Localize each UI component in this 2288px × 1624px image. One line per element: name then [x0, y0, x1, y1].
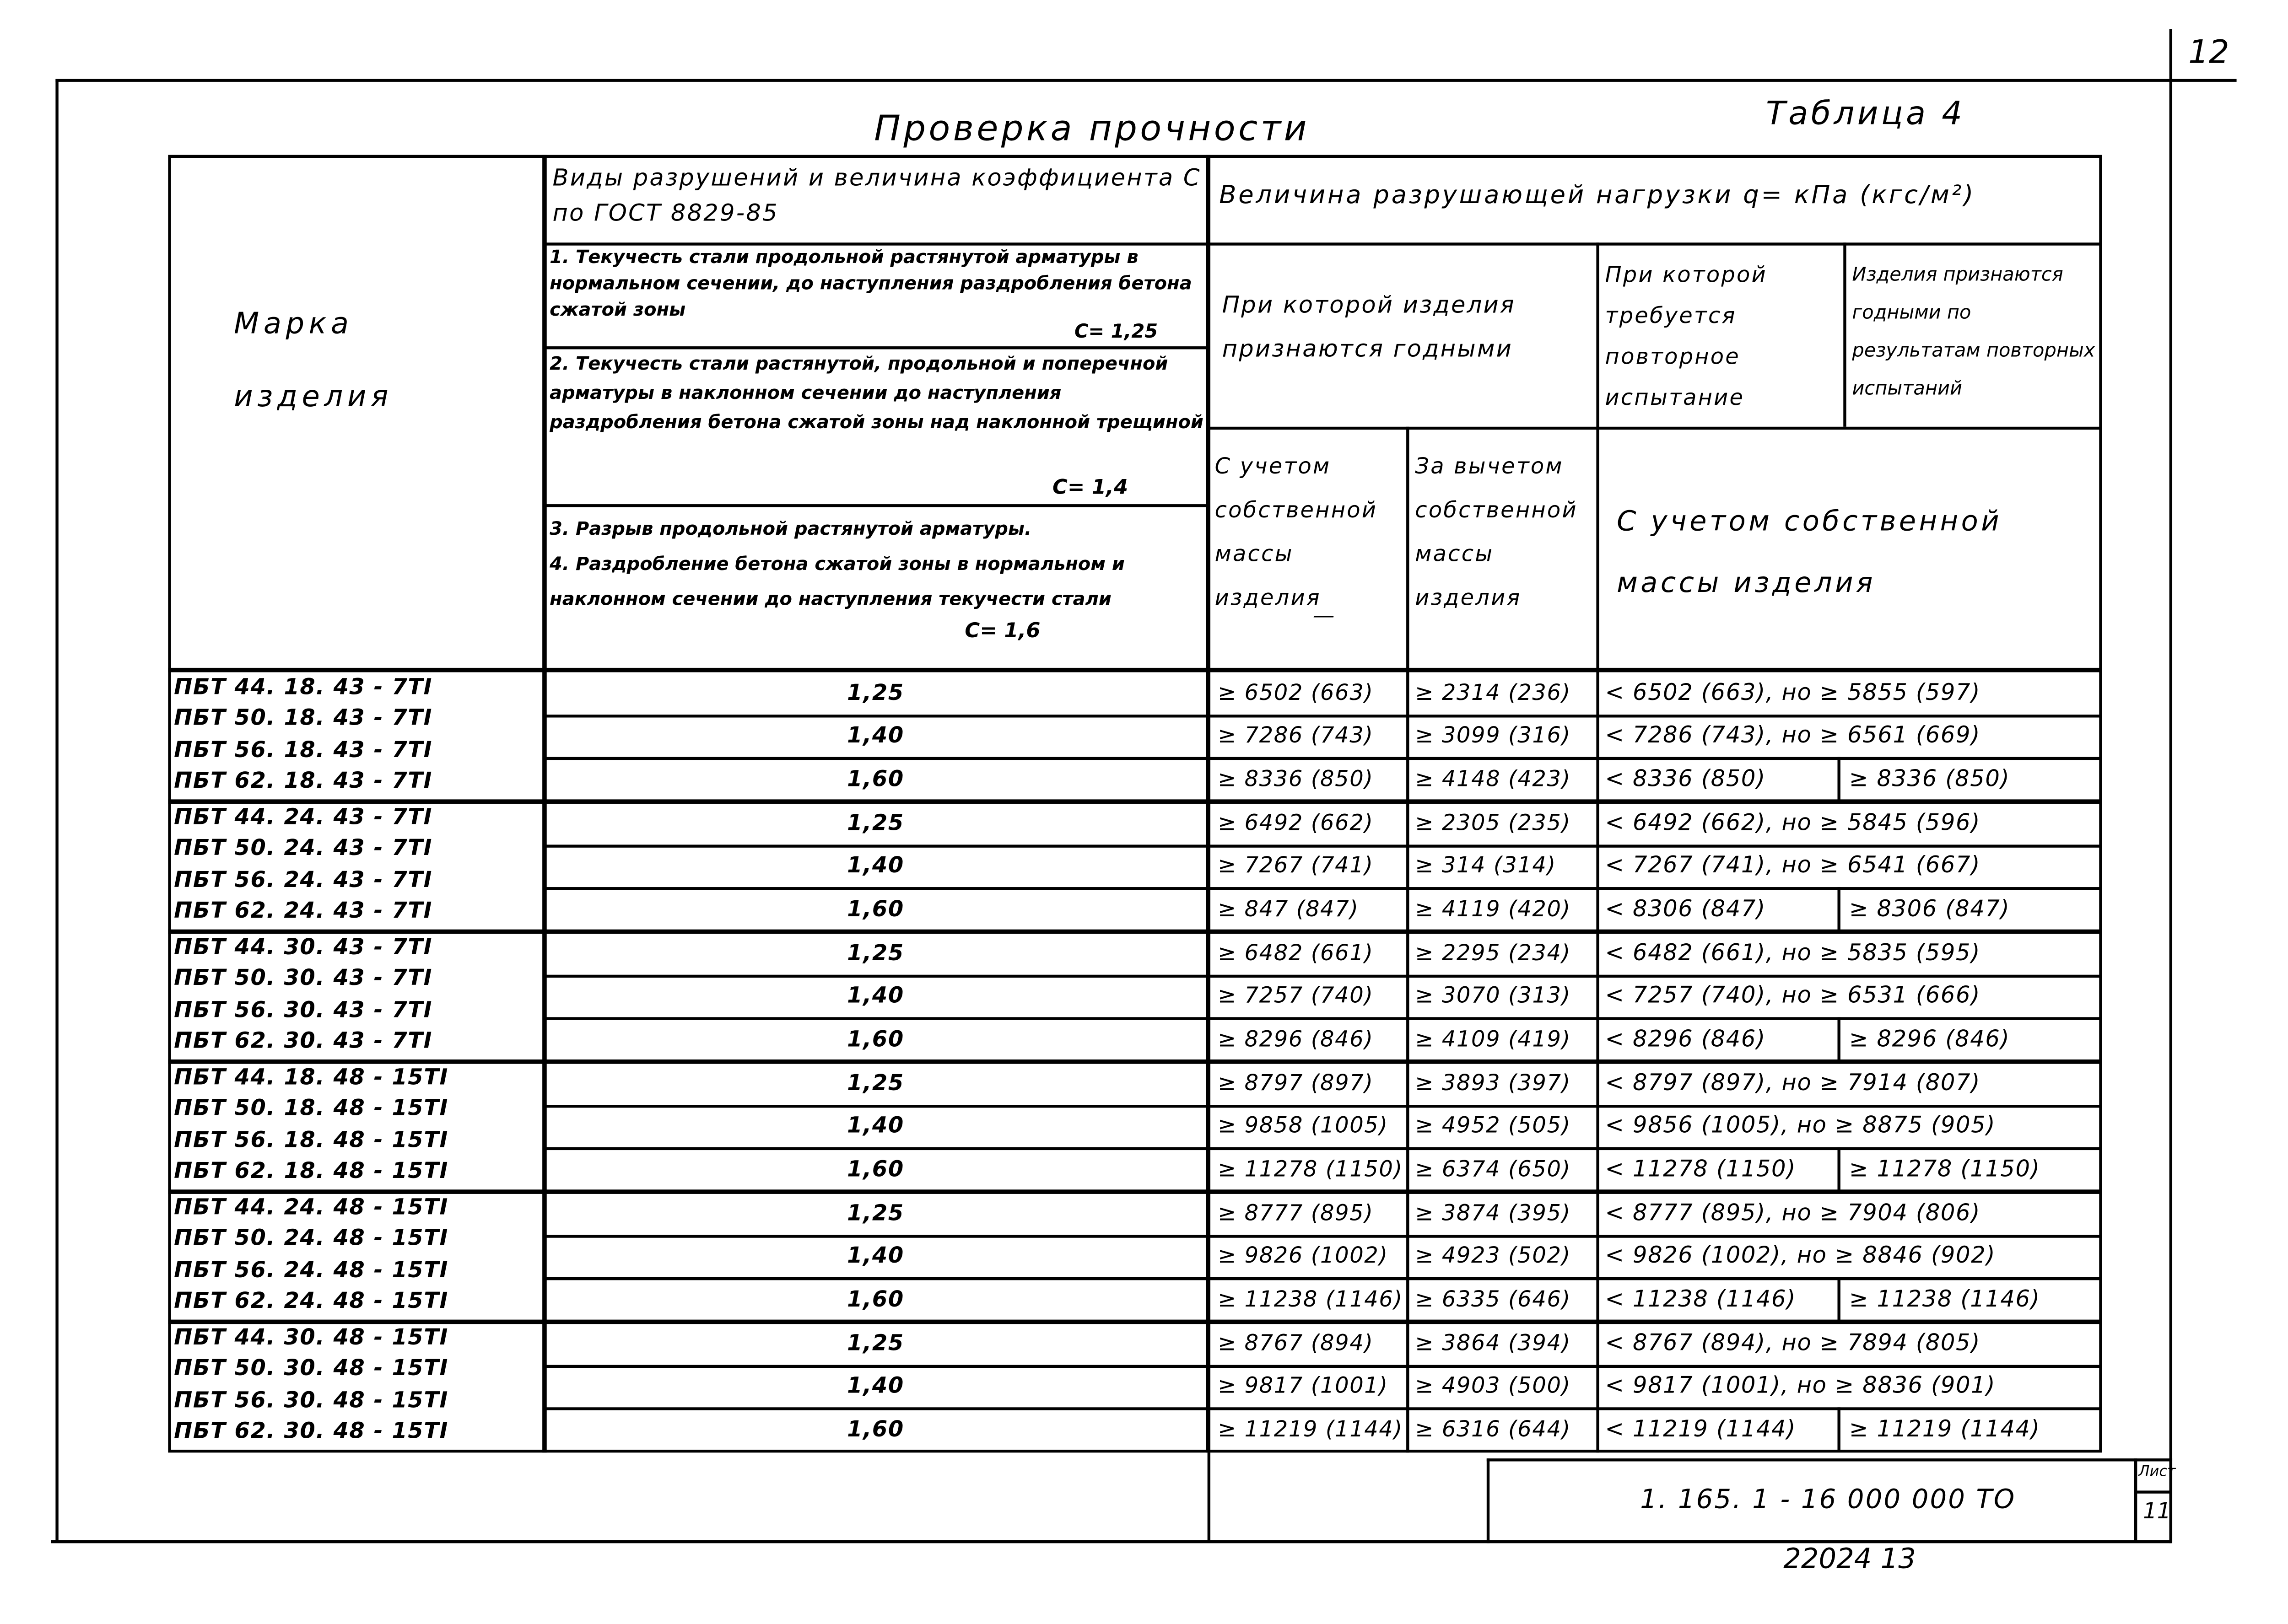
header-failure-1-c: С= 1,25	[1074, 321, 1158, 344]
coefficient-c: 1,25	[847, 1329, 904, 1356]
col-divider	[1843, 242, 1846, 427]
coefficient-c: 1,40	[847, 983, 904, 1009]
product-mark: ПБТ 44. 30. 48 - 15ТI	[174, 1324, 448, 1350]
product-mark: ПБТ 56. 30. 43 - 7ТI	[174, 996, 433, 1022]
col-divider	[1837, 758, 1840, 801]
load-retest: < 9856 (1005), но ≥ 8875 (905)	[1605, 1113, 1996, 1140]
product-mark: ПБТ 50. 30. 48 - 15ТI	[174, 1355, 448, 1382]
load-retest: < 6482 (661), но ≥ 5835 (595)	[1605, 939, 1981, 966]
coefficient-c: 1,25	[847, 679, 904, 706]
frame-left-line	[55, 79, 58, 1541]
load-retest: < 6492 (662), но ≥ 5845 (596)	[1605, 809, 1981, 836]
product-mark: ПБТ 50. 24. 48 - 15ТI	[174, 1225, 448, 1252]
load-without-mass: ≥ 3099 (316)	[1415, 722, 1571, 749]
coefficient-c: 1,40	[847, 1373, 904, 1399]
load-retest: < 11238 (1146)	[1605, 1286, 1797, 1313]
load-with-mass: ≥ 6482 (661)	[1218, 939, 1374, 966]
load-with-mass: ≥ 8797 (897)	[1218, 1069, 1374, 1096]
load-without-mass: ≥ 2295 (234)	[1415, 939, 1571, 966]
load-with-mass: ≥ 8777 (895)	[1218, 1199, 1374, 1226]
coefficient-c: 1,25	[847, 1069, 904, 1096]
col-divider	[1837, 887, 1840, 931]
load-with-mass: ≥ 6502 (663)	[1218, 679, 1374, 706]
load-without-mass: ≥ 4903 (500)	[1415, 1373, 1571, 1399]
product-mark: ПБТ 44. 30. 43 - 7ТI	[174, 934, 433, 960]
load-with-mass: ≥ 6492 (662)	[1218, 809, 1374, 836]
load-with-mass: ≥ 8767 (894)	[1218, 1329, 1374, 1356]
col-divider	[1837, 1148, 1840, 1191]
product-mark: ПБТ 50. 30. 43 - 7ТI	[174, 965, 433, 991]
coefficient-c: 1,60	[847, 1286, 904, 1313]
coefficient-c: 1,25	[847, 939, 904, 966]
row-divider	[1208, 427, 2101, 430]
load-retest: < 8767 (894), но ≥ 7894 (805)	[1605, 1329, 1981, 1356]
product-mark: ПБТ 44. 24. 48 - 15ТI	[174, 1194, 448, 1221]
load-without-mass: ≥ 4119 (420)	[1415, 896, 1571, 923]
load-retest: < 6502 (663), но ≥ 5855 (597)	[1605, 679, 1981, 706]
load-retest: < 9826 (1002), но ≥ 8846 (902)	[1605, 1242, 1996, 1269]
load-without-mass: ≥ 3864 (394)	[1415, 1329, 1571, 1356]
load-without-mass: ≥ 6316 (644)	[1415, 1416, 1571, 1443]
load-with-mass: ≥ 11278 (1150)	[1218, 1156, 1403, 1183]
header-failure-1: 1. Текучесть стали продольной растянутой арматуры в нормальном сечении, до наступления раздробления бетона сжатой зоны	[550, 245, 1192, 320]
product-mark: ПБТ 56. 24. 43 - 7ТI	[174, 866, 433, 893]
load-accepted-after-retest: ≥ 8306 (847)	[1849, 896, 2010, 923]
load-with-mass: ≥ 8296 (846)	[1218, 1026, 1374, 1053]
sheet-label: Лист	[2138, 1464, 2176, 1481]
page-number-top: 12	[2188, 35, 2229, 72]
col-divider	[1596, 242, 1599, 1452]
footer-number: 22024 13	[1783, 1543, 1916, 1576]
title-block-divider	[2134, 1490, 2171, 1493]
load-without-mass: ≥ 314 (314)	[1415, 852, 1556, 879]
header-failure-3: 3. Разрыв продольной растянутой арматуры.	[550, 517, 1032, 539]
load-accepted-after-retest: ≥ 11278 (1150)	[1849, 1156, 2040, 1183]
product-mark: ПБТ 50. 18. 48 - 15ТI	[174, 1095, 448, 1121]
coefficient-c: 1,40	[847, 722, 904, 749]
load-retest: < 7286 (743), но ≥ 6561 (669)	[1605, 722, 1981, 749]
coefficient-c: 1,40	[847, 1113, 904, 1140]
product-mark: ПБТ 56. 24. 48 - 15ТI	[174, 1256, 448, 1283]
header-failure-types: Виды разрушений и величина коэффициента С по ГОСТ 8829-85	[552, 163, 1201, 227]
product-mark: ПБТ 62. 18. 48 - 15ТI	[174, 1157, 448, 1183]
header-accepted-after-retest: Изделия признаются годными по результатам повторных испытаний	[1852, 264, 2095, 401]
load-retest: < 8296 (846)	[1605, 1026, 1766, 1053]
col-divider	[1406, 427, 1409, 1453]
coefficient-c: 1,60	[847, 766, 904, 792]
product-mark: ПБТ 62. 24. 48 - 15ТI	[174, 1287, 448, 1314]
load-without-mass: ≥ 2305 (235)	[1415, 809, 1571, 836]
load-retest: < 11278 (1150)	[1605, 1156, 1797, 1183]
header-with-mass-product: С учетом собственной массы изделия	[1617, 505, 2002, 599]
load-without-mass: ≥ 6374 (650)	[1415, 1156, 1571, 1183]
load-with-mass: ≥ 7267 (741)	[1218, 852, 1374, 879]
load-retest: < 8336 (850)	[1605, 766, 1766, 792]
load-retest: < 7257 (740), но ≥ 6531 (666)	[1605, 983, 1981, 1009]
header-with-mass: С учетом собственной массы изделия	[1214, 453, 1378, 611]
load-without-mass: ≥ 4148 (423)	[1415, 766, 1571, 792]
load-with-mass: ≥ 7286 (743)	[1218, 722, 1374, 749]
load-retest: < 11219 (1144)	[1605, 1416, 1797, 1443]
title-block-divider	[1208, 1452, 1210, 1540]
product-mark: ПБТ 56. 18. 43 - 7ТI	[174, 736, 433, 762]
load-retest: < 9817 (1001), но ≥ 8836 (901)	[1605, 1373, 1996, 1399]
col-divider	[1837, 1017, 1840, 1061]
load-without-mass: ≥ 3893 (397)	[1415, 1069, 1571, 1096]
product-mark: ПБТ 44. 24. 43 - 7ТI	[174, 803, 433, 830]
coefficient-c: 1,25	[847, 1199, 904, 1226]
header-failure-4: 4. Раздробление бетона сжатой зоны в нормальном и наклонном сечении до наступления текучести стали	[550, 552, 1125, 610]
coefficient-c: 1,60	[847, 896, 904, 923]
product-mark: ПБТ 44. 18. 43 - 7ТI	[174, 673, 433, 700]
product-mark: ПБТ 62. 18. 43 - 7ТI	[174, 767, 433, 793]
load-without-mass: ≥ 4952 (505)	[1415, 1113, 1571, 1140]
coefficient-c: 1,60	[847, 1156, 904, 1183]
row-divider	[544, 504, 1209, 507]
header-load: Величина разрушающей нагрузки q= кПа (кгс/м²)	[1219, 181, 1976, 211]
header-failure-4-c: С= 1,6	[965, 619, 1041, 643]
load-accepted-after-retest: ≥ 11219 (1144)	[1849, 1416, 2040, 1443]
load-with-mass: ≥ 847 (847)	[1218, 896, 1359, 923]
load-with-mass: ≥ 9817 (1001)	[1218, 1373, 1388, 1399]
product-mark: ПБТ 50. 18. 43 - 7ТI	[174, 704, 433, 731]
load-without-mass: ≥ 3070 (313)	[1415, 983, 1571, 1009]
load-accepted-after-retest: ≥ 8296 (846)	[1849, 1026, 2010, 1053]
load-retest: < 8797 (897), но ≥ 7914 (807)	[1605, 1069, 1981, 1096]
row-divider	[1208, 242, 2101, 245]
load-with-mass: ≥ 8336 (850)	[1218, 766, 1374, 792]
coefficient-c: 1,25	[847, 809, 904, 836]
load-without-mass: ≥ 4923 (502)	[1415, 1242, 1571, 1269]
product-mark: ПБТ 62. 30. 48 - 15ТI	[174, 1417, 448, 1444]
coefficient-c: 1,40	[847, 852, 904, 879]
product-mark: ПБТ 62. 30. 43 - 7ТI	[174, 1027, 433, 1054]
load-without-mass: ≥ 2314 (236)	[1415, 679, 1571, 706]
header-accepted: При которой изделия признаются годными	[1222, 290, 1516, 363]
load-without-mass: ≥ 3874 (395)	[1415, 1199, 1571, 1226]
load-retest: < 8306 (847)	[1605, 896, 1766, 923]
load-retest: < 7267 (741), но ≥ 6541 (667)	[1605, 852, 1981, 879]
load-with-mass: ≥ 9858 (1005)	[1218, 1113, 1388, 1140]
product-mark: ПБТ 44. 18. 48 - 15ТI	[174, 1064, 448, 1091]
coefficient-c: 1,60	[847, 1416, 904, 1443]
header-failure-2-c: С= 1,4	[1052, 476, 1128, 500]
frame-right-line	[2169, 29, 2172, 1542]
table-label: Таблица 4	[1765, 96, 1965, 133]
sheet-number: 11	[2143, 1498, 2171, 1524]
header-mark: Марка изделия	[234, 305, 393, 414]
frame-top-line	[55, 79, 2236, 82]
coefficient-c: 1,40	[847, 1242, 904, 1269]
col-divider	[1837, 1278, 1840, 1321]
product-mark: ПБТ 50. 24. 43 - 7ТI	[174, 834, 433, 861]
product-mark: ПБТ 56. 18. 48 - 15ТI	[174, 1126, 448, 1152]
load-retest: < 8777 (895), но ≥ 7904 (806)	[1605, 1199, 1981, 1226]
header-with-mass-dash: —	[1312, 602, 1335, 629]
document-designation: 1. 165. 1 - 16 000 000 ТО	[1640, 1484, 2016, 1516]
load-without-mass: ≥ 4109 (419)	[1415, 1026, 1571, 1053]
header-failure-2: 2. Текучесть стали растянутой, продольной и поперечной арматуры в наклонном сечении до наступления раздробления бетона сжатой зоны над наклонной трещиной	[550, 352, 1203, 433]
product-mark: ПБТ 56. 30. 48 - 15ТI	[174, 1386, 448, 1413]
load-accepted-after-retest: ≥ 8336 (850)	[1849, 766, 2010, 792]
header-retest: При которой требуется повторное испытание	[1605, 261, 1767, 411]
title-block-divider	[2134, 1458, 2137, 1540]
page-title: Проверка прочности	[874, 108, 1310, 149]
load-with-mass: ≥ 9826 (1002)	[1218, 1242, 1388, 1269]
load-without-mass: ≥ 6335 (646)	[1415, 1286, 1571, 1313]
header-without-mass: За вычетом собственной массы изделия	[1415, 453, 1578, 611]
load-with-mass: ≥ 11219 (1144)	[1218, 1416, 1403, 1443]
load-with-mass: ≥ 7257 (740)	[1218, 983, 1374, 1009]
col-divider	[1837, 1408, 1840, 1451]
product-mark: ПБТ 62. 24. 43 - 7ТI	[174, 897, 433, 924]
load-with-mass: ≥ 11238 (1146)	[1218, 1286, 1403, 1313]
coefficient-c: 1,60	[847, 1026, 904, 1053]
load-accepted-after-retest: ≥ 11238 (1146)	[1849, 1286, 2040, 1313]
